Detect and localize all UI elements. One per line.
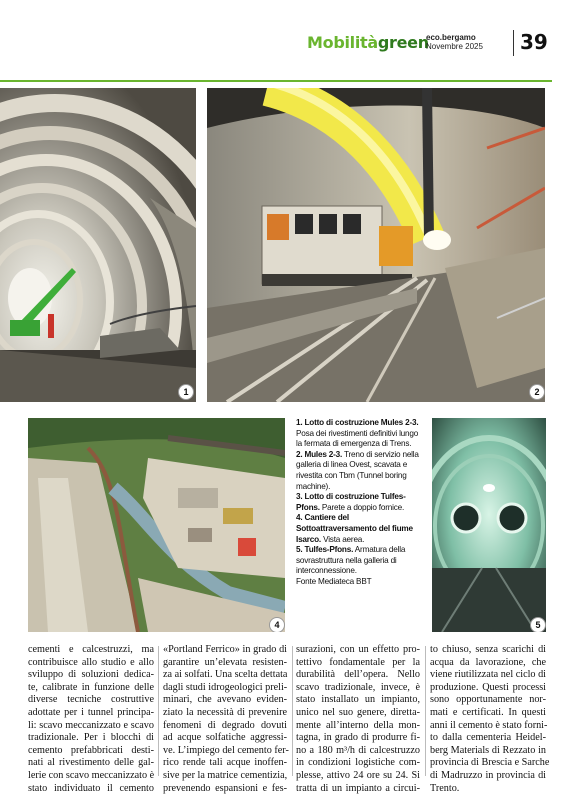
text-line: ziato la necessità di prevenire <box>163 706 287 718</box>
text-line: li: scavo meccanizzato e scavo <box>28 719 154 731</box>
caption-1 <box>296 418 424 450</box>
photo-service-train-image <box>207 88 545 402</box>
section-title-light: Mobilità <box>307 33 378 52</box>
header-divider <box>513 30 514 56</box>
text-line: scavo tradizionale, invece, è <box>296 681 420 693</box>
text-line: prevenendo espansioni e fes- <box>163 782 287 794</box>
photo-tunnel-segments <box>0 88 196 402</box>
caption-5 <box>296 545 424 577</box>
text-line: cemento prefabbricati desti- <box>28 744 154 756</box>
caption-3 <box>296 492 424 513</box>
caption-2 <box>296 450 424 492</box>
text-line: lerie con scavo meccanizzato è <box>28 769 155 781</box>
text-line: tradizionale. Per i blocchi di <box>28 732 154 744</box>
text-line: garantire un’elevata resisten- <box>163 656 287 668</box>
photo-number-badge: 1 <box>178 384 194 400</box>
column-divider <box>425 646 426 776</box>
page-header <box>0 0 580 80</box>
photo-double-tunnel-image <box>432 418 546 632</box>
article-column-3 <box>296 644 420 795</box>
text-line: cementi e calcestruzzi, ma <box>28 644 154 655</box>
text-line: «Portland Ferrico» in grado di <box>163 644 287 655</box>
caption-4-body: Vista aerea. <box>323 534 365 544</box>
photo-number-badge: 5 <box>530 617 546 632</box>
publication-date: Novembre 2025 <box>426 42 483 51</box>
text-line: tettivo fondamentale per la <box>296 656 420 668</box>
photo-double-tunnel <box>432 418 546 632</box>
text-line: plesse, attivo 24 ore su 24. Si <box>296 769 420 781</box>
publication-info <box>426 33 483 51</box>
caption-4 <box>296 513 424 545</box>
text-line: te, calibrate in funzione delle <box>28 681 154 693</box>
text-line: to chiuso, senza scarichi di <box>430 644 546 655</box>
section-title <box>307 33 429 52</box>
text-line: produzione. Questi processi <box>430 681 546 693</box>
caption-5-body: Armatura della sovrastruttura nella galleria di interconnessione. <box>296 545 406 576</box>
text-line: contribuisce allo studio e allo <box>28 656 154 668</box>
column-divider <box>158 646 159 776</box>
text-line: in condizioni logistiche com- <box>296 757 420 769</box>
text-line: acqua da lavorazione, che <box>430 656 546 668</box>
photo-number-badge: 2 <box>529 384 545 400</box>
text-line: to dalla cementeria Heidel- <box>430 732 546 744</box>
text-line: fenomeni di degrado dovuti <box>163 719 287 731</box>
caption-2-body: Treno di servizio nella galleria di linea Ovest, scavata e rivestita con Tbm (Tunnel boring machine). <box>296 449 419 491</box>
text-line: unico nel suo genere, diretta- <box>296 706 420 718</box>
text-line: no a 180 m³/h di calcestruzzo <box>296 744 420 756</box>
text-line: anni il cemento è stato forni- <box>430 719 548 731</box>
text-line: sviluppo di soluzioni dedica- <box>28 669 154 681</box>
text-line: diverse tecniche costruttive <box>28 694 154 706</box>
header-rule <box>0 80 552 82</box>
text-line: Trento. <box>430 782 460 794</box>
text-line: sive per la matrice cementizia, <box>163 769 288 781</box>
text-line: surazioni, con un effetto pro- <box>296 644 420 655</box>
photo-service-train <box>207 88 545 402</box>
text-line: tratta di un impianto a circui- <box>296 782 420 794</box>
page-number: 39 <box>520 30 548 54</box>
article-column-4 <box>430 644 550 795</box>
text-line: dagli studi idrogeologici preli- <box>163 681 288 693</box>
caption-2-head: 2. Mules 2-3. <box>296 449 343 459</box>
text-line: viene riutilizzata nel ciclo di <box>430 669 546 681</box>
caption-3-body: Parete a doppio fornice. <box>321 502 405 512</box>
text-line: ve. L’impiego del cemento fer- <box>163 744 289 756</box>
caption-source: Fonte Mediateca BBT <box>296 576 372 586</box>
text-line: nati al rivestimento delle gal- <box>28 757 154 769</box>
text-line: provincia di Brescia e Sarche <box>430 757 550 769</box>
article-column-2 <box>163 644 287 795</box>
text-line: berg Materials di Rezzato in <box>430 744 546 756</box>
text-line: sono opportunamente nor- <box>430 694 546 706</box>
text-line: rico rende tali acque inoffen- <box>163 757 287 769</box>
photo-tunnel-segments-image <box>0 88 196 402</box>
publication-name: eco.bergamo <box>426 33 476 42</box>
text-line: durabilità dell’opera. Nello <box>296 669 420 681</box>
text-line: ad acque solfatiche aggressi- <box>163 732 287 744</box>
section-title-dark: green <box>377 33 429 52</box>
column-divider <box>292 646 293 776</box>
caption-3-head: 3. Lotto di costruzione Tulfes-Pfons. <box>296 492 406 512</box>
text-line: di Madruzzo in provincia di <box>430 769 546 781</box>
text-line: mente all’interno della mon- <box>296 719 420 731</box>
caption-4-head: 4. Cantiere del Sottoattraversamento del fiume Isarco. <box>296 513 413 544</box>
text-line: za ai solfati. Una scelta dettata <box>163 669 288 681</box>
text-line: stato installato un impianto, <box>296 694 420 706</box>
caption-5-head: 5. Tulfes-Pfons. <box>296 545 354 555</box>
article-column-1 <box>28 644 154 795</box>
caption-1-head: 1. Lotto di costruzione Mules 2-3. <box>296 418 419 427</box>
text-line: tagna, in grado di produrre fi- <box>296 732 420 744</box>
photo-aerial-site <box>28 418 285 632</box>
photo-captions <box>296 418 424 588</box>
text-line: stato individuato il cemento <box>28 782 154 794</box>
text-line: adottate per i tunnel principa- <box>28 706 154 718</box>
photo-aerial-site-image <box>28 418 285 632</box>
photo-number-badge: 4 <box>269 617 285 632</box>
text-line: mati e certificati. In questi <box>430 706 546 718</box>
text-line: minari, che avevano eviden- <box>163 694 287 706</box>
caption-1-body: Posa dei rivestimenti definitivi lungo la fermata di emergenza di Trens. <box>296 428 419 449</box>
